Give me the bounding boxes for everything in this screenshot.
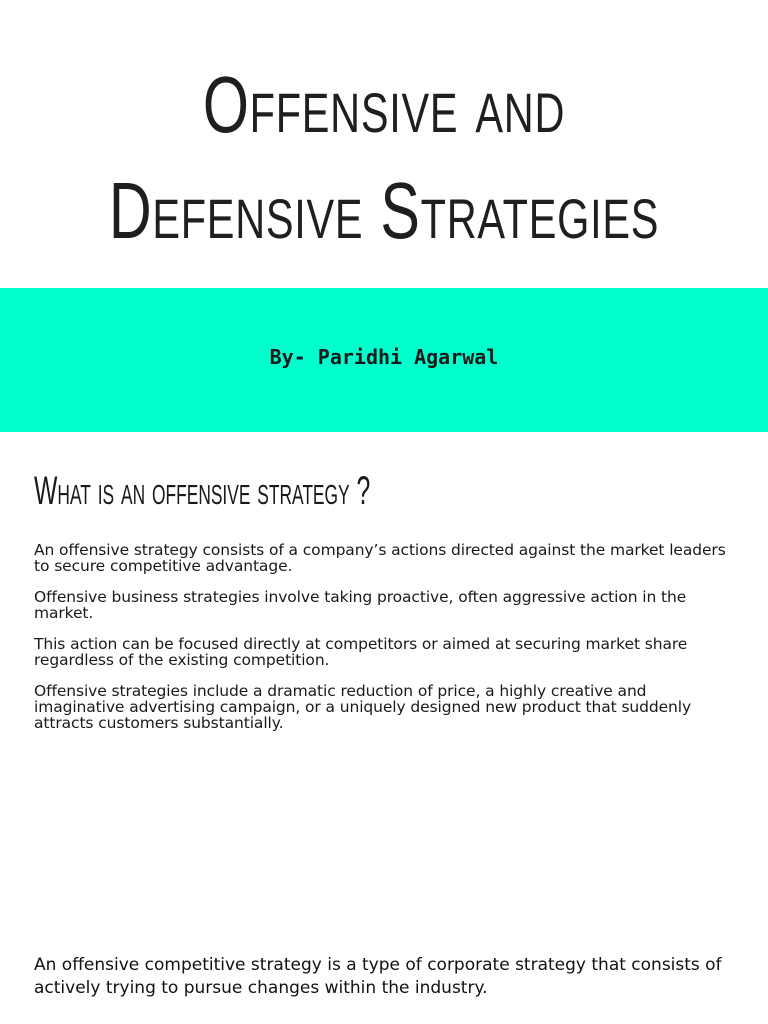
paragraph: This action can be focused directly at competitors or aimed at securing market share regardless of the existing competition. [34, 635, 688, 669]
section-heading: What is an offensive strategy ? [34, 469, 371, 513]
paragraph: Offensive business strategies involve taking proactive, often aggressive action in the market. [34, 588, 687, 622]
paragraph: Offensive strategies include a dramatic reduction of price, a highly creative and imaginative advertising campaign, or a uniquely designed new product that suddenly attracts customers substantially. [34, 682, 692, 732]
footer-note: An offensive competitive strategy is a type of corporate strategy that consists of actively trying to pursue changes within the industry. [34, 955, 722, 998]
paragraph: An offensive strategy consists of a company’s actions directed against the market leaders to secure competitive advantage. [34, 541, 726, 575]
slide-title: Offensive and Defensive Strategies [108, 60, 660, 255]
body-text [34, 542, 734, 746]
author-byline: By- Paridhi Agarwal [269, 345, 499, 369]
author-banner [0, 288, 768, 432]
